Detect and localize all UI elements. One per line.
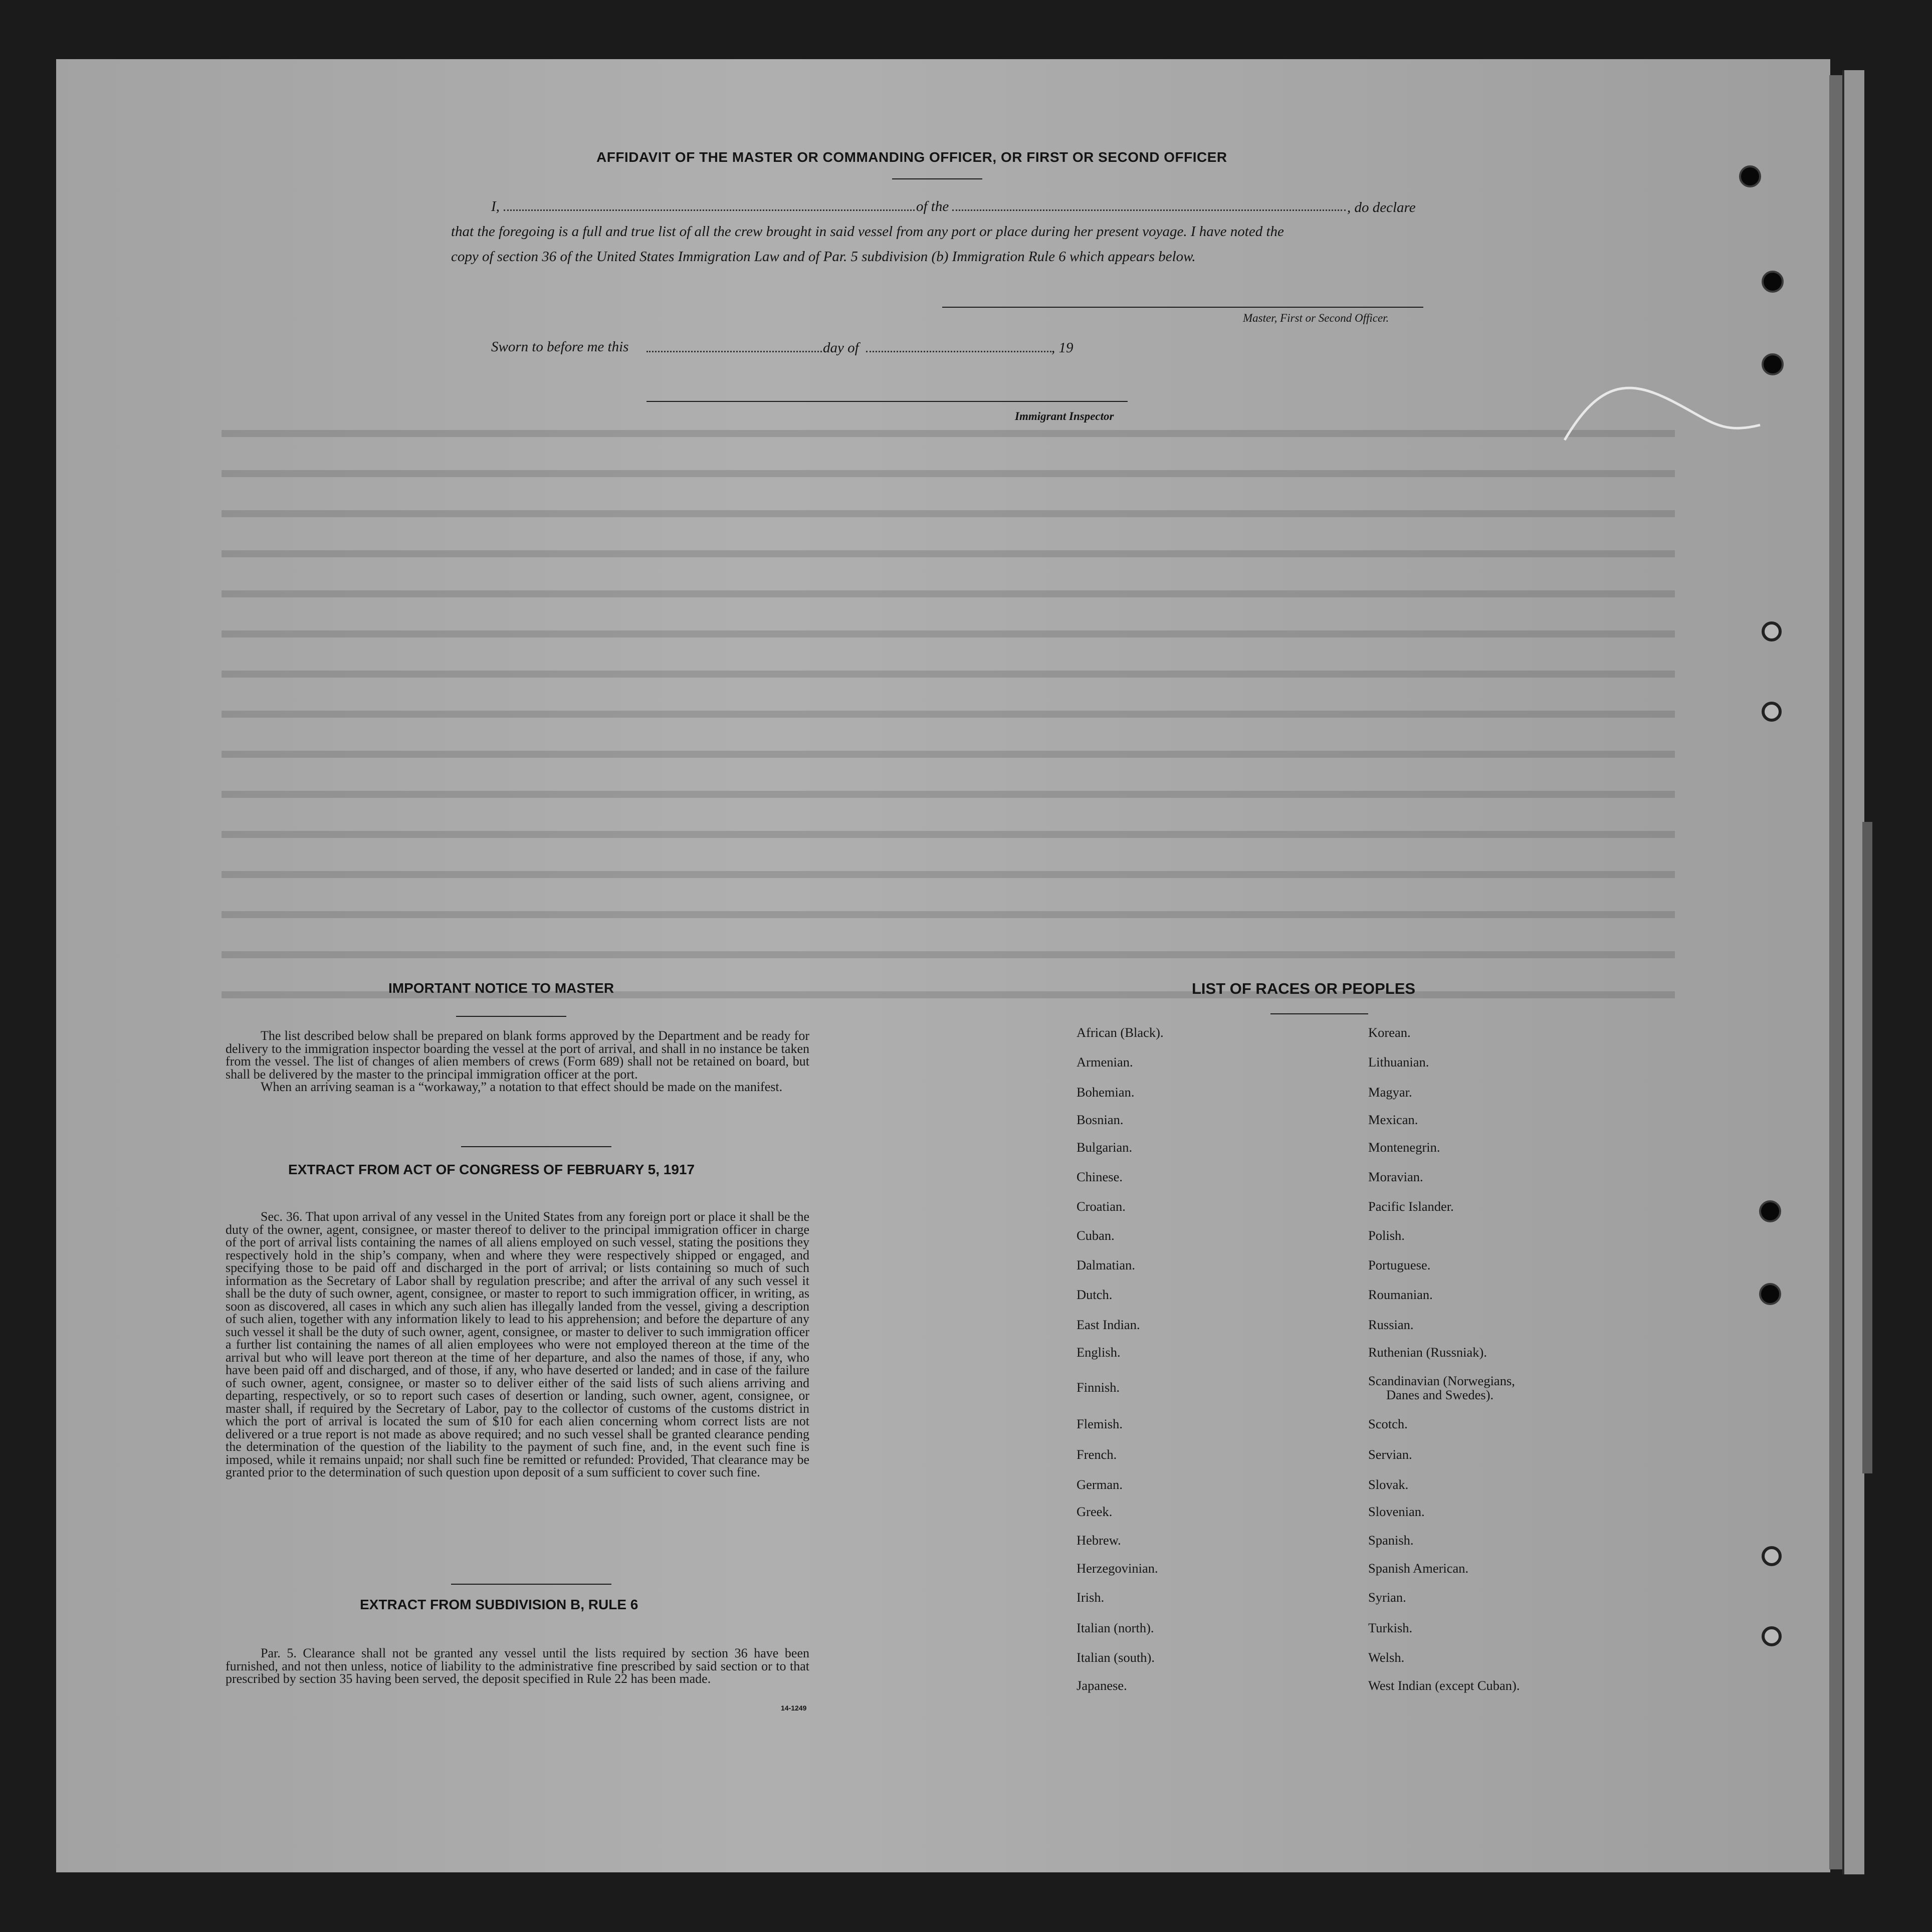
race-item: Italian (north). xyxy=(1077,1620,1154,1635)
race-item: Ruthenian (Russniak). xyxy=(1368,1345,1487,1360)
affidavit-title: AFFIDAVIT OF THE MASTER OR COMMANDING OFFICER, OR FIRST OR SECOND OFFICER xyxy=(596,149,1227,165)
name-blank xyxy=(504,209,915,211)
race-item: East Indian. xyxy=(1077,1317,1140,1332)
race-item: Pacific Islander. xyxy=(1368,1199,1454,1214)
notice-title: IMPORTANT NOTICE TO MASTER xyxy=(388,980,614,996)
inspector-label: Immigrant Inspector xyxy=(1015,410,1114,422)
rule-body xyxy=(226,1647,809,1685)
race-item: Danes and Swedes). xyxy=(1386,1387,1494,1402)
sworn-year: , 19 xyxy=(1051,340,1074,356)
race-item: Moravian. xyxy=(1368,1169,1423,1184)
race-item: Polish. xyxy=(1368,1228,1405,1243)
rule-overline xyxy=(451,1584,611,1585)
race-item: Magyar. xyxy=(1368,1085,1412,1100)
act-body xyxy=(226,1210,809,1479)
affidavit-line2: that the foregoing is a full and true list of all the crew brought in said vessel from any port or place during her present voyage. I have noted the xyxy=(451,224,1284,240)
race-item: West Indian (except Cuban). xyxy=(1368,1678,1520,1693)
affidavit-i: I, xyxy=(491,198,500,214)
signature-line xyxy=(942,307,1423,308)
affidavit-line3: copy of section 36 of the United States Immigration Law and of Par. 5 subdivision (b) Immigration Rule 6 which appears below. xyxy=(451,249,1196,265)
race-item: Montenegrin. xyxy=(1368,1140,1440,1155)
sworn-day-of: day of xyxy=(823,340,859,356)
race-item: Bulgarian. xyxy=(1077,1140,1133,1155)
race-item: African (Black). xyxy=(1077,1025,1164,1040)
race-item: Bohemian. xyxy=(1077,1085,1135,1100)
races-underline xyxy=(1270,1013,1368,1014)
race-item: Spanish. xyxy=(1368,1533,1414,1548)
race-item: Chinese. xyxy=(1077,1169,1123,1184)
race-item: Servian. xyxy=(1368,1447,1412,1462)
race-item: Herzegovinian. xyxy=(1077,1561,1158,1576)
race-item: Korean. xyxy=(1368,1025,1411,1040)
race-item: Croatian. xyxy=(1077,1199,1126,1214)
race-item: Scotch. xyxy=(1368,1416,1408,1431)
race-item: Welsh. xyxy=(1368,1650,1405,1665)
race-item: Portuguese. xyxy=(1368,1257,1431,1272)
notice-paragraph-2: When an arriving seaman is a “workaway,” a notation to that effect should be made on the manifest. xyxy=(261,1080,783,1094)
race-item: Roumanian. xyxy=(1368,1287,1433,1302)
race-item: French. xyxy=(1077,1447,1117,1462)
act-overline xyxy=(461,1146,611,1147)
race-item: Slovenian. xyxy=(1368,1504,1425,1519)
page-edge xyxy=(1829,75,1842,1869)
act-title: EXTRACT FROM ACT OF CONGRESS OF FEBRUARY 5, 1917 xyxy=(288,1162,695,1177)
race-item: Dalmatian. xyxy=(1077,1257,1135,1272)
page-edge xyxy=(1842,70,1864,1874)
race-item: Dutch. xyxy=(1077,1287,1113,1302)
race-item: Spanish American. xyxy=(1368,1561,1469,1576)
race-item: Slovak. xyxy=(1368,1477,1409,1492)
race-item: Flemish. xyxy=(1077,1416,1123,1431)
form-number: 14-1249 xyxy=(781,1704,807,1712)
race-item: Armenian. xyxy=(1077,1054,1133,1069)
race-item: German. xyxy=(1077,1477,1123,1492)
race-item: Italian (south). xyxy=(1077,1650,1155,1665)
race-item: Turkish. xyxy=(1368,1620,1413,1635)
sworn-prefix: Sworn to before me this xyxy=(491,339,629,355)
race-item: Hebrew. xyxy=(1077,1533,1121,1548)
races-title: LIST OF RACES OR PEOPLES xyxy=(1192,980,1416,997)
race-item: Irish. xyxy=(1077,1590,1105,1605)
race-item: Lithuanian. xyxy=(1368,1054,1429,1069)
bleed-through-texture xyxy=(56,59,1830,1872)
notice-underline xyxy=(456,1016,566,1017)
section-36-text: Sec. 36. That upon arrival of any vessel in the United States from any foreign port or place it shall be the duty of the owner, agent, consignee, or master thereof to deliver to the principal immigration officer in charge of the port of arrival lists containing the names of all aliens employed on such vessel, stating the positions they respectively hold in the ship’s company, when and where they were respectively shipped or engaged, and specifying those to be paid off and discharged in the port of arrival; or lists containing so much of such information as the Secretary of Labor shall by regulation prescribe; and after the arrival of any such vessel it shall be the duty of such owner, agent, consignee, or master to report to such immigration officer, in writing, as soon as discovered, all cases in which any such alien has illegally landed from the vessel, giving a description of such alien, together with any information likely to lead to his apprehension; and before the departure of any such vessel it shall be the duty of such owner, agent, consignee, or master to deliver to such immigration officer a further list containing the names of all alien employees who were not employed thereon at the time of the arrival but who will leave port thereon at the time of her departure, and also the names of those, if any, who have been paid off and discharged, and of those, if any, who have deserted or landed; and in case of the failure of such owner, agent, consignee, or master so to deliver either of the said lists of such aliens arriving and departing, respectively, or so to report such cases of desertion or landing, such owner, agent, consignee, or master shall, if required by the Secretary of Labor, pay to the collector of customs of the customs district in which the port of arrival is located the sum of $10 for each alien concerning whom correct lists are not delivered or a true report is not made as above required; and no such vessel shall be granted clearance pending the determination of the question of the liability to the payment of such fine, and, in the event such fine is imposed, while it remains unpaid; nor shall such fine be remitted or refunded: Provided, That clearance may be granted prior to the determination of such question upon deposit of a sum sufficient to cover such fine. xyxy=(226,1209,809,1479)
race-item: Syrian. xyxy=(1368,1590,1406,1605)
vessel-blank xyxy=(952,209,1346,211)
day-blank xyxy=(647,351,822,352)
paragraph-5-text: Par. 5. Clearance shall not be granted any vessel until the lists required by section 36 have been furnished, and not then unless, notice of liability to the administrative fine prescribed by said section or to that prescribed by section 35 having been served, the deposit specified in Rule 22 has been made. xyxy=(226,1646,809,1686)
race-item: Cuban. xyxy=(1077,1228,1115,1243)
race-item: Bosnian. xyxy=(1077,1112,1124,1127)
signer-label: Master, First or Second Officer. xyxy=(1243,312,1389,324)
rule-title: EXTRACT FROM SUBDIVISION B, RULE 6 xyxy=(360,1597,638,1612)
notice-body xyxy=(226,1029,809,1094)
month-blank xyxy=(866,351,1051,352)
race-item: Scandinavian (Norwegians, xyxy=(1368,1373,1515,1388)
race-item: Mexican. xyxy=(1368,1112,1418,1127)
race-item: English. xyxy=(1077,1345,1121,1360)
title-underline xyxy=(892,178,982,179)
race-item: Finnish. xyxy=(1077,1380,1120,1395)
race-item: Greek. xyxy=(1077,1504,1113,1519)
inspector-line xyxy=(647,401,1128,402)
race-item: Japanese. xyxy=(1077,1678,1127,1693)
page-edge xyxy=(1862,822,1872,1473)
affidavit-declare: , do declare xyxy=(1347,199,1416,216)
race-item: Russian. xyxy=(1368,1317,1414,1332)
affidavit-of-the: of the xyxy=(916,198,949,214)
notice-paragraph-1: The list described below shall be prepared on blank forms approved by the Department and be ready for delivery to the immigration inspector boarding the vessel at the port of arrival, and shall in no instance be taken from the vessel. The list of changes of alien members of crews (Form 689) shall not be retained on board, but shall be delivered by the master to the principal immigration officer at the port. xyxy=(226,1028,809,1082)
